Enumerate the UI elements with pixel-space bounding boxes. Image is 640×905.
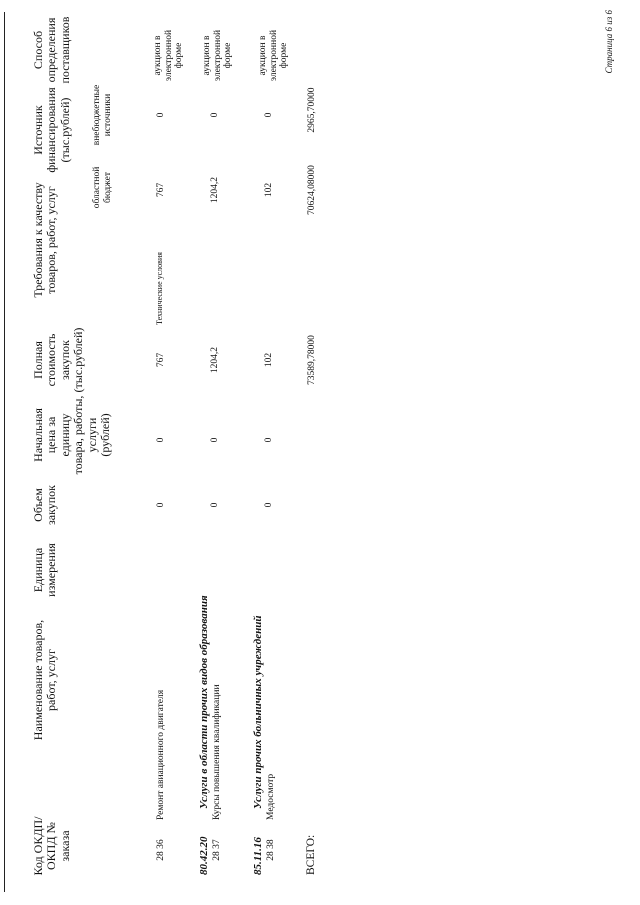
page-number: Страница 6 из 6 [604, 10, 614, 74]
header-volume: Объем закупок [31, 485, 59, 525]
row-method: аукцион в электронной форме [258, 29, 290, 82]
total-full-cost: 73589,78000 [307, 335, 317, 385]
row-method: аукцион в электронной форме [153, 29, 185, 82]
row-funding-extra: 0 [264, 112, 274, 118]
row-quality: Технические условия [155, 252, 164, 325]
row-unit-price: 0 [156, 437, 166, 443]
group-name: Услуги в области прочих видов образования [198, 595, 210, 809]
row-funding-regional: 102 [264, 182, 274, 198]
row-funding-regional: 767 [156, 182, 166, 198]
header-unit: Единица измерения [31, 543, 59, 597]
row-unit-price: 0 [210, 437, 220, 443]
row-full-cost: 102 [264, 352, 274, 368]
group-code: 80.42.20 [198, 836, 210, 875]
header-method: Способ определения поставщиков [31, 16, 72, 84]
header-full-cost: Полная стоимость закупок (тыс.рублей) [31, 327, 86, 393]
header-funding: Источник финансирования (тыс.рублей) [31, 87, 72, 173]
row-volume: 0 [156, 502, 166, 508]
header-unit-price: Начальная цена за единицу товара, работы, услуги (рублей) [31, 395, 113, 475]
row-name: Ремонт авиационного двигателя [156, 689, 166, 820]
header-code: Код ОКДП/ ОКПД № заказа [31, 816, 72, 876]
row-funding-extra: 0 [156, 112, 166, 118]
row-name: Курсы повышения квалификации [212, 684, 222, 820]
row-full-cost: 767 [156, 352, 166, 368]
header-funding-extra: внебюджетные источники [92, 84, 113, 146]
row-funding-extra: 0 [210, 112, 220, 118]
total-funding-extra: 2965,70000 [307, 87, 317, 133]
row-volume: 0 [264, 502, 274, 508]
group-code: 85.11.16 [252, 837, 264, 875]
header-funding-regional: областной бюджет [92, 166, 113, 209]
row-name: Медосмотр [266, 773, 276, 820]
row-code: 28 36 [156, 839, 166, 861]
total-label: ВСЕГО: [305, 834, 317, 875]
header-quality: Требования к качеству товаров, работ, услуг [31, 182, 59, 298]
group-name: Услуги прочих больничных учреждений [252, 615, 264, 809]
row-funding-regional: 1204,2 [210, 176, 220, 204]
header-name: Наименование товаров, работ, услуг [31, 619, 59, 741]
row-code: 28 37 [212, 839, 222, 861]
row-method: аукцион в электронной форме [202, 29, 234, 82]
row-code: 28 38 [266, 839, 276, 861]
row-unit-price: 0 [264, 437, 274, 443]
row-volume: 0 [210, 502, 220, 508]
total-funding-regional: 70624,08000 [307, 165, 317, 215]
row-full-cost: 1204,2 [210, 346, 220, 374]
